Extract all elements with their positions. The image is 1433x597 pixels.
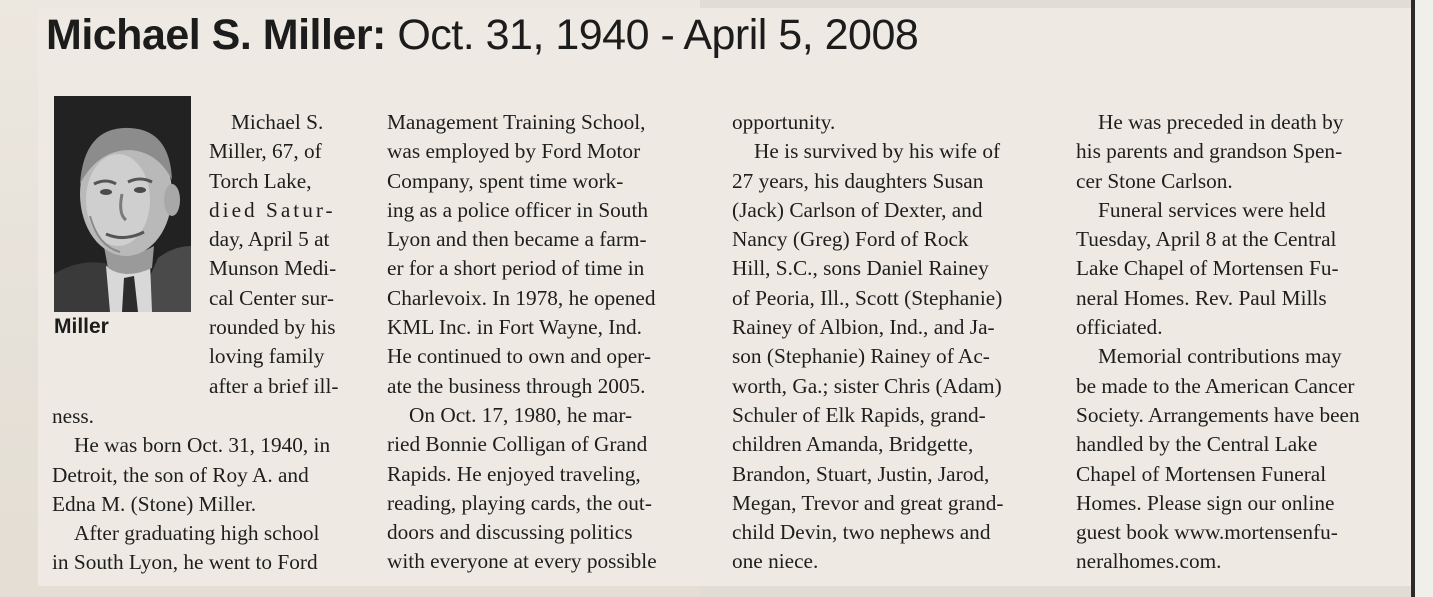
text-line: his parents and grandson Spen-: [1076, 139, 1343, 164]
text-line: Brandon, Stuart, Justin, Jarod,: [732, 461, 990, 486]
text-line: Nancy (Greg) Ford of Rock: [732, 227, 969, 252]
text-line: Lake Chapel of Mortensen Fu-: [1076, 256, 1339, 281]
text-line: officiated.: [1076, 315, 1163, 340]
column-2: [387, 108, 699, 577]
headline-dates: Oct. 31, 1940 - April 5, 2008: [397, 11, 919, 59]
text-line: ate the business through 2005.: [387, 373, 646, 398]
text-line: Rapids. He enjoyed traveling,: [387, 461, 641, 486]
text-line: He is survived by his wife of: [754, 139, 1001, 164]
text-line: cer Stone Carlson.: [1076, 168, 1233, 193]
text-line: On Oct. 17, 1980, he mar-: [409, 402, 633, 427]
text-line: He was born Oct. 31, 1940, in: [74, 433, 331, 458]
text-line: Miller, 67, of: [209, 139, 322, 164]
text-line: Homes. Please sign our online: [1076, 490, 1335, 515]
portrait-photo: [54, 96, 191, 312]
text-line: Schuler of Elk Rapids, grand-: [732, 402, 986, 427]
text-line: one niece.: [732, 549, 819, 574]
text-line: (Jack) Carlson of Dexter, and: [732, 197, 983, 222]
text-line: day, April 5 at: [209, 227, 330, 252]
text-line: He was preceded in death by: [1098, 110, 1344, 134]
text-line: neral Homes. Rev. Paul Mills: [1076, 285, 1327, 310]
text-line: Memorial contributions may: [1098, 344, 1342, 369]
text-line: after a brief ill-: [209, 373, 339, 398]
text-line: died Satur-: [209, 197, 336, 222]
text-line: doors and discussing politics: [387, 520, 633, 545]
text-line: Tuesday, April 8 at the Central: [1076, 227, 1337, 252]
text-line: ried Bonnie Colligan of Grand: [387, 432, 648, 457]
text-line: Megan, Trevor and great grand-: [732, 490, 1004, 515]
column-1-wrap: [209, 108, 357, 401]
text-line: Michael S.: [231, 110, 324, 134]
text-line: son (Stephanie) Rainey of Ac-: [732, 344, 990, 369]
text-line: neralhomes.com.: [1076, 549, 1222, 574]
text-line: children Amanda, Bridgette,: [732, 432, 974, 457]
text-line: was employed by Ford Motor: [387, 139, 641, 164]
scan-margin: [1415, 0, 1433, 597]
text-line: of Peoria, Ill., Scott (Stephanie): [732, 285, 1003, 310]
text-line: loving family: [209, 344, 325, 369]
text-line: with everyone at every possible: [387, 549, 657, 574]
text-line: Detroit, the son of Roy A. and: [52, 462, 309, 487]
text-line: Munson Medi-: [209, 256, 337, 281]
column-1-full: [52, 402, 357, 578]
text-line: 27 years, his daughters Susan: [732, 168, 984, 193]
text-line: Torch Lake,: [209, 168, 312, 193]
text-line: KML Inc. in Fort Wayne, Ind.: [387, 315, 642, 340]
text-line: guest book www.mortensenfu-: [1076, 520, 1338, 545]
text-line: er for a short period of time in: [387, 256, 645, 281]
text-line: handled by the Central Lake: [1076, 432, 1318, 457]
text-line: Funeral services were held: [1098, 197, 1326, 222]
text-line: opportunity.: [732, 110, 836, 134]
text-line: cal Center sur-: [209, 285, 334, 310]
text-line: Edna M. (Stone) Miller.: [52, 491, 257, 516]
text-line: reading, playing cards, the out-: [387, 490, 652, 515]
text-line: Chapel of Mortensen Funeral: [1076, 461, 1327, 486]
text-line: Charlevoix. In 1978, he opened: [387, 285, 656, 310]
headline-name: Michael S. Miller:: [46, 11, 386, 59]
text-line: Society. Arrangements have been: [1076, 402, 1360, 427]
text-line: be made to the American Cancer: [1076, 373, 1355, 398]
headline: [46, 6, 918, 64]
text-line: ness.: [52, 404, 95, 428]
text-line: After graduating high school: [74, 521, 320, 546]
text-line: child Devin, two nephews and: [732, 520, 991, 545]
text-line: Management Training School,: [387, 110, 646, 134]
text-line: ing as a police officer in South: [387, 197, 649, 222]
column-3: [732, 108, 1046, 577]
text-line: in South Lyon, he went to Ford: [52, 550, 318, 575]
text-line: He continued to own and oper-: [387, 344, 651, 369]
column-4: [1076, 108, 1390, 577]
text-line: rounded by his: [209, 315, 336, 340]
text-line: Lyon and then became a farm-: [387, 227, 647, 252]
text-line: Company, spent time work-: [387, 168, 624, 193]
text-line: worth, Ga.; sister Chris (Adam): [732, 373, 1002, 398]
text-line: Hill, S.C., sons Daniel Rainey: [732, 256, 989, 281]
photo-caption: Miller: [54, 315, 109, 338]
text-line: Rainey of Albion, Ind., and Ja-: [732, 315, 995, 340]
